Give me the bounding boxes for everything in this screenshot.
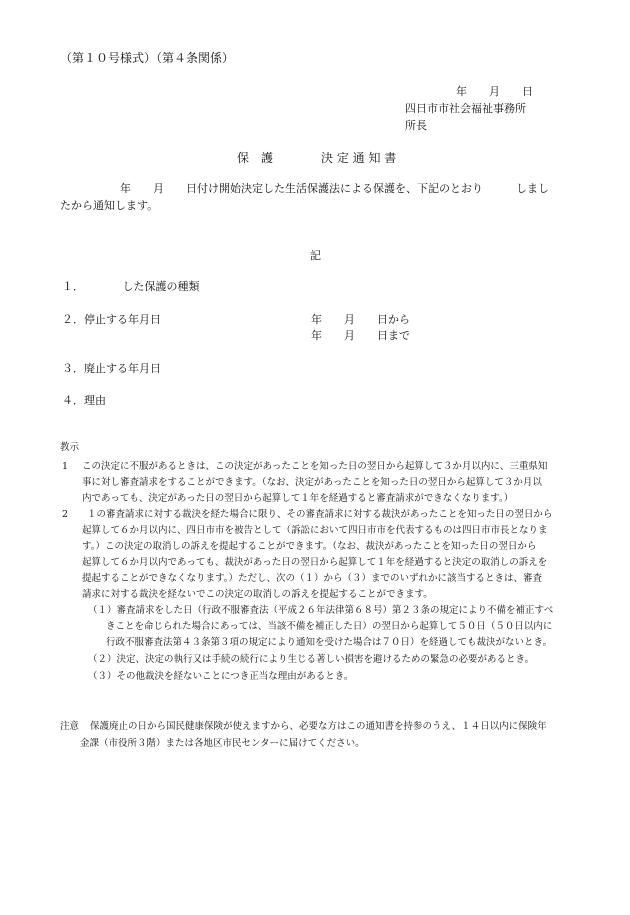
notice-p2-line: す。）この決定の取消しの訴えを提起することができます。（なお、裁決があったことを知った日の翌日から xyxy=(82,541,537,552)
notice-p2-line: 起算して６か月以内であっても、裁決があった日の翌日から起算して１年を経過すると決定の取消しの訴えを xyxy=(82,557,548,568)
notice-sub1-line: （１）審査請求をした日（行政不服審査法（平成２６年法律第６８号）第２３条の規定により不備を補正すべ xyxy=(88,605,554,616)
date-line: 年 月 日 xyxy=(456,85,533,98)
item-2-label: ２．停止する年月日 xyxy=(62,313,161,326)
caution-line-2: 金課（市役所３階）または各地区市民センターに届けてください。 xyxy=(80,738,365,749)
issuer-title: 所長 xyxy=(405,119,427,132)
item-3: ３．廃止する年月日 xyxy=(62,362,161,375)
notice-p1-number: 1 xyxy=(62,461,69,472)
item-2-from: 年 月 日から xyxy=(311,313,410,326)
notice-p1-line: 事に対し審査請求をすることができます。（なお、決定があったことを知った日の翌日から起算して３か月以 xyxy=(82,477,542,488)
notice-p2-line: 請求に対する裁決を経ないでこの決定の取消しの訴えを提起することができます。 xyxy=(82,589,433,600)
item-4: ４．理由 xyxy=(62,394,106,407)
notice-sub1-line: きことを命じられた場合にあっては、当該不備を補正した日）の翌日から起算して５０日（５０日以内に xyxy=(106,621,553,632)
notice-p1-line: この決定に不服があるときは、この決定があったことを知った日の翌日から起算して３か月以内に、三重県知 xyxy=(82,461,548,472)
notice-p2-line: 起算して６か月以内に、四日市市を被告として（訴訟において四日市市を代表するものは四日市市長となりま xyxy=(82,525,548,536)
notice-p1-line: 内であっても、決定があった日の翌日から起算して１年を経過すると審査請求ができなくなります。） xyxy=(82,493,514,504)
intro-line-2: たから通知します。 xyxy=(60,199,159,212)
notice-sub3: （３）その他裁決を経ないことにつき正当な理由があるとき。 xyxy=(88,671,354,682)
intro-line-1: 年 月 日付け開始決定した生活保護法による保護を、下記のとおり しまし xyxy=(120,182,549,195)
item-1: １． した保護の種類 xyxy=(62,280,200,293)
form-number: （第１０号様式）（第４条関係） xyxy=(60,51,235,65)
notice-p2-line: １の審査請求に対する裁決を経た場合に限り、その審査請求に対する裁決があったことを知った日の翌日から xyxy=(87,509,553,520)
notice-p2-number: 2 xyxy=(62,509,69,520)
notice-sub1-line: 行政不服審査法第４３条第３項の規定により通知を受けた場合は７０日）を経過しても裁決がないとき。 xyxy=(106,637,553,648)
notice-heading: 教示 xyxy=(60,442,80,453)
notice-sub2: （２）決定、決定の執行又は手続の続行により生じる著しい損害を避けるための緊急の必要があるとき。 xyxy=(88,654,535,665)
caution-label: 注意 xyxy=(60,721,80,732)
issuer-office: 四日市市社会福祉事務所 xyxy=(405,102,526,115)
document-title: 保 護 決 定 通 知 書 xyxy=(237,151,397,165)
notice-p2-line: 提起することができなくなります。）ただし、次の（１）から（３）までのいずれかに該当するときは、審査 xyxy=(82,573,542,584)
caution-line-1: 保護廃止の日から国民健康保険が使えますから、必要な方はこの通知書を持参のうえ、１４日以内に保険年 xyxy=(90,721,547,732)
ki-heading: 記 xyxy=(310,249,321,262)
item-2-to: 年 月 日まで xyxy=(311,329,410,342)
